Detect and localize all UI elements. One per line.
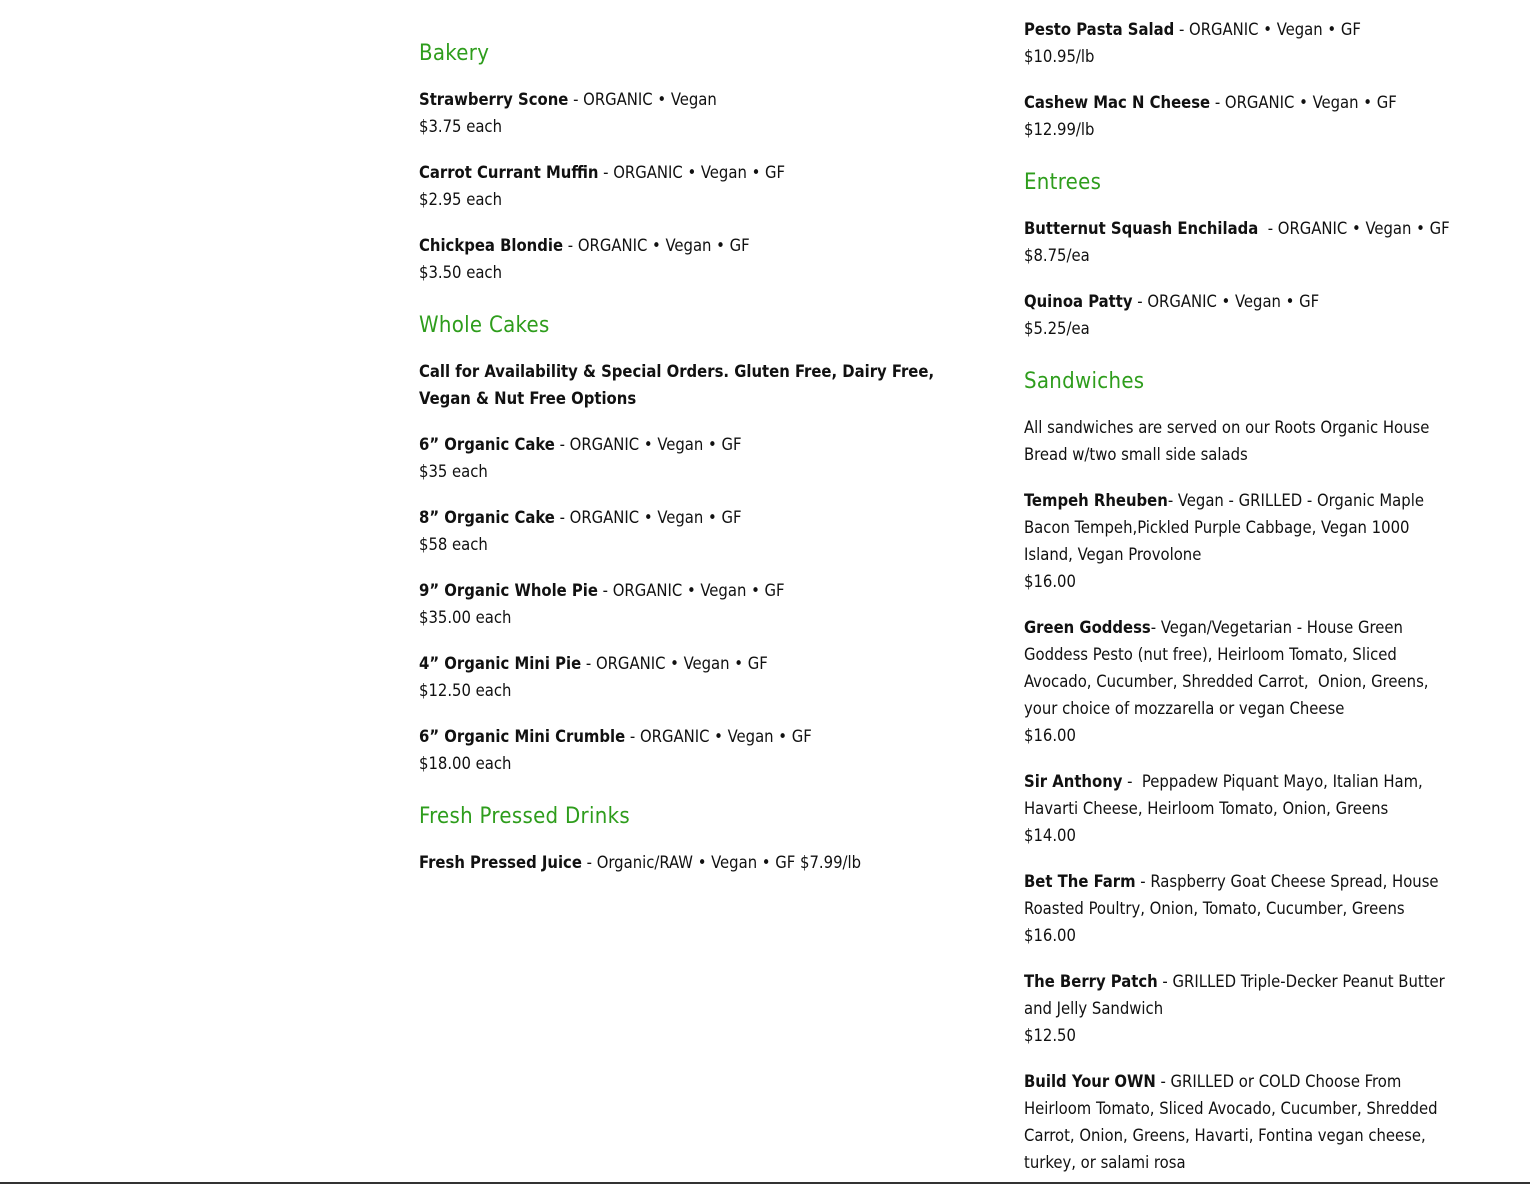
item-name: Fresh Pressed Juice <box>419 853 582 872</box>
item-desc: - ORGANIC • Vegan • GF <box>563 236 750 255</box>
item-desc: - ORGANIC • Vegan • GF <box>598 163 786 182</box>
menu-item <box>1024 16 1462 70</box>
item-desc: - ORGANIC • Vegan • GF <box>1258 219 1450 238</box>
menu-item <box>1024 614 1462 749</box>
menu-item <box>419 159 984 213</box>
menu-item <box>419 86 984 140</box>
item-desc: - ORGANIC • Vegan • GF <box>554 435 742 454</box>
item-price: $16.00 <box>1024 926 1076 945</box>
item-price: $10.95/lb <box>1024 47 1095 66</box>
item-desc: - Organic/RAW • Vegan • GF $7.99/lb <box>581 853 862 872</box>
item-desc: - ORGANIC • Vegan • GF <box>1174 20 1361 39</box>
item-price: $35 each <box>419 462 488 481</box>
item-desc: - ORGANIC • Vegan • GF <box>554 508 742 527</box>
item-name: 9” Organic Whole Pie <box>419 581 598 600</box>
item-desc: - ORGANIC • Vegan • GF <box>597 581 785 600</box>
menu-item <box>1024 868 1462 949</box>
section-title-fresh-pressed-drinks: Fresh Pressed Drinks <box>419 804 630 829</box>
availability-note: Call for Availability & Special Orders. Gluten Free, Dairy Free, Vegan & Nut Free Options <box>419 362 935 408</box>
item-name: Build Your OWN <box>1024 1072 1156 1091</box>
section-title-bakery: Bakery <box>419 41 490 66</box>
item-price: $3.75 each <box>419 117 502 136</box>
item-desc: - ORGANIC • Vegan • GF <box>625 727 812 746</box>
menu-item <box>419 723 984 777</box>
item-desc: - GRILLED Triple-Decker Peanut Butter and Jelly Sandwich <box>1024 972 1445 1018</box>
menu-item <box>1024 89 1462 143</box>
item-desc: - ORGANIC • Vegan • GF <box>1210 93 1397 112</box>
menu-item <box>1024 288 1462 342</box>
menu-column-left <box>419 0 984 876</box>
item-name: Butternut Squash Enchilada <box>1024 219 1259 238</box>
item-price: $12.50 <box>1024 1026 1076 1045</box>
menu-item <box>419 577 984 631</box>
menu-item <box>419 431 984 485</box>
menu-item <box>1024 215 1462 269</box>
item-name: Sir Anthony <box>1024 772 1123 791</box>
item-desc: - Peppadew Piquant Mayo, Italian Ham, Havarti Cheese, Heirloom Tomato, Onion, Greens <box>1024 772 1428 818</box>
menu-item <box>1024 968 1462 1049</box>
item-price: $2.95 each <box>419 190 502 209</box>
section-sandwiches <box>1024 368 1462 1176</box>
item-name: Pesto Pasta Salad <box>1024 20 1175 39</box>
item-price: $8.75/ea <box>1024 246 1090 265</box>
item-desc: - ORGANIC • Vegan <box>568 90 717 109</box>
item-name: 6” Organic Mini Crumble <box>419 727 626 746</box>
menu-item <box>1024 1068 1462 1176</box>
item-name: Tempeh Rheuben <box>1024 491 1168 510</box>
item-price: $18.00 each <box>419 754 512 773</box>
item-desc: - ORGANIC • Vegan • GF <box>581 654 768 673</box>
item-desc: - GRILLED or COLD Choose From Heirloom Tomato, Sliced Avocado, Cucumber, Shredded Carrot, Onion, Greens, Havarti, Fontina vegan cheese, turkey, or salami rosa <box>1024 1072 1438 1172</box>
item-price: $16.00 <box>1024 726 1076 745</box>
item-desc: - Vegan - GRILLED - Organic Maple Bacon Tempeh,Pickled Purple Cabbage, Vegan 1000 Island, Vegan Provolone <box>1024 491 1424 564</box>
section-title-entrees: Entrees <box>1024 170 1102 195</box>
item-desc: - Vegan/Vegetarian - House Green Goddess Pesto (nut free), Heirloom Tomato, Sliced Avocado, Cucumber, Shredded Carrot, Onion, Greens, your choice of mozzarella or vegan Cheese <box>1024 618 1434 718</box>
section-entrees <box>1024 169 1462 342</box>
item-price: $12.50 each <box>419 681 512 700</box>
item-name: Cashew Mac N Cheese <box>1024 93 1211 112</box>
menu-item <box>419 849 984 876</box>
item-price: $3.50 each <box>419 263 502 282</box>
menu-item <box>419 504 984 558</box>
item-name: Bet The Farm <box>1024 872 1136 891</box>
menu-item <box>1024 768 1462 849</box>
item-price: $35.00 each <box>419 608 512 627</box>
menu-item <box>419 650 984 704</box>
menu-item <box>1024 487 1462 595</box>
item-price <box>419 0 461 4</box>
item-name: Chickpea Blondie <box>419 236 564 255</box>
item-price: $58 each <box>419 535 488 554</box>
section-whole-cakes <box>419 312 984 777</box>
item-price: $16.00 <box>1024 572 1076 591</box>
menu-item <box>419 232 984 286</box>
item-price: $5.25/ea <box>1024 319 1090 338</box>
item-name: Strawberry Scone <box>419 90 569 109</box>
item-name: 4” Organic Mini Pie <box>419 654 582 673</box>
item-desc: - Raspberry Goat Cheese Spread, House Roasted Poultry, Onion, Tomato, Cucumber, Greens <box>1024 872 1439 918</box>
item-name: 6” Organic Cake <box>419 435 555 454</box>
item-name: The Berry Patch <box>1024 972 1158 991</box>
item-name: 8” Organic Cake <box>419 508 555 527</box>
item-price: $12.99/lb <box>1024 120 1095 139</box>
item-name: Quinoa Patty <box>1024 292 1133 311</box>
item-price: $14.00 <box>1024 826 1076 845</box>
item-desc: - ORGANIC • Vegan • GF <box>1132 292 1320 311</box>
section-title-whole-cakes: Whole Cakes <box>419 313 550 338</box>
section-fresh-pressed-drinks <box>419 803 984 876</box>
menu-column-right <box>1024 16 1462 1176</box>
section-title-sandwiches: Sandwiches <box>1024 369 1145 394</box>
item-name: Carrot Currant Muffin <box>419 163 599 182</box>
section-bakery <box>419 40 984 286</box>
item-name: Green Goddess <box>1024 618 1151 637</box>
sandwiches-intro: All sandwiches are served on our Roots Organic House Bread w/two small side salads <box>1024 418 1430 464</box>
